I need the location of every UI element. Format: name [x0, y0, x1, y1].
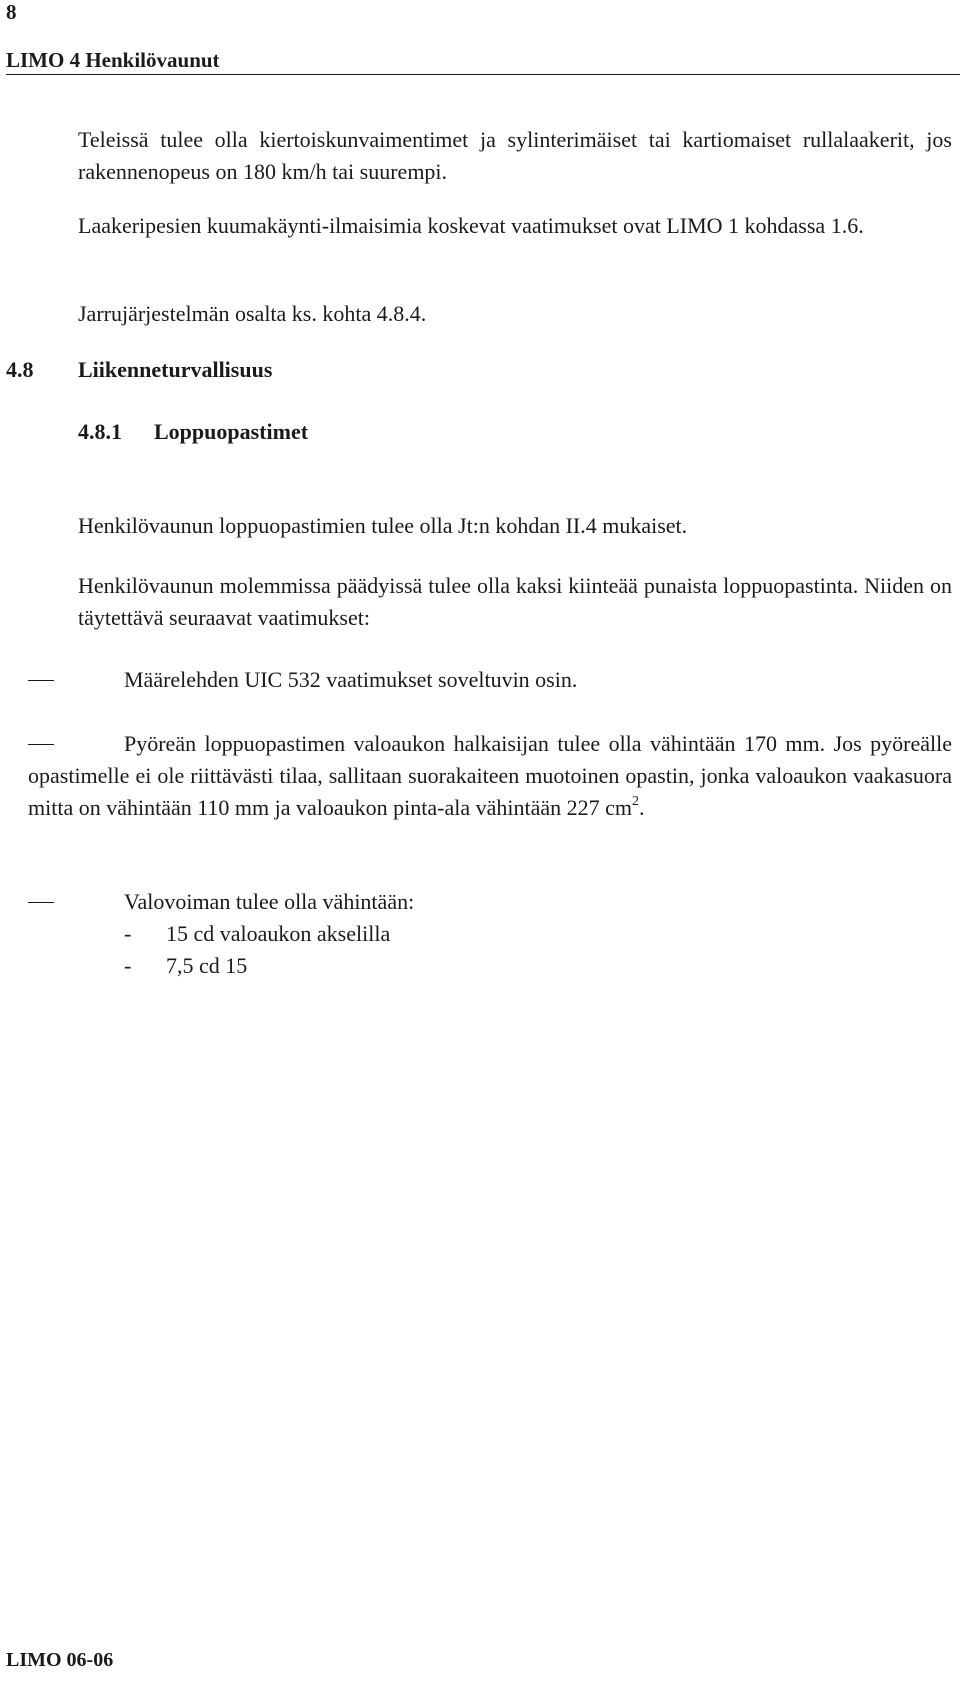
list-item [28, 664, 952, 696]
page-footer: LIMO 06-06 [6, 1649, 114, 1671]
list-item-end: . [639, 795, 645, 820]
sub-list-item [124, 918, 390, 950]
list-item [28, 728, 952, 824]
sub-marker: - [124, 953, 132, 978]
paragraph-brake-reference: Jarrujärjestelmän osalta ks. kohta 4.8.4. [78, 301, 427, 326]
sub-item-text: 7,5 cd 15 [166, 953, 248, 978]
subsection-number: 4.8.1 [78, 419, 122, 444]
list-item-body: Pyöreän loppuopastimen valoaukon halkaisijan tulee olla vähintään 170 mm. Jos pyöreälle opastimelle ei ole riittävästi tilaa, sallitaan suorakaiteen muotoinen opastin, jonka valoaukon vaakasuora mitta on vähintään 110 mm ja valoaukon pinta-ala vähintään 227 cm [28, 731, 952, 820]
list-item [28, 886, 952, 918]
section-heading [6, 354, 272, 386]
sub-item-text: 15 cd valoaukon akselilla [166, 921, 391, 946]
sub-list-item [124, 950, 247, 982]
subsection-title: Loppuopastimet [154, 419, 309, 444]
paragraph-tail-signals: Henkilövaunun loppuopastimien tulee olla Jt:n kohdan II.4 mukaiset. [78, 513, 688, 538]
header-rule [6, 74, 960, 75]
page-number: 8 [6, 0, 17, 24]
paragraph-hotbox-detectors: Laakeripesien kuumakäynti-ilmaisimia koskevat vaatimukset ovat LIMO 1 kohdassa 1.6. [78, 213, 864, 238]
list-item-text [28, 728, 952, 824]
list-item-text: Valovoiman tulee olla vähintään: [124, 889, 415, 914]
paragraph-requirements: Henkilövaunun molemmissa päädyissä tulee olla kaksi kiinteää punaista loppuopastinta. Niiden on täytettävä seuraavat vaatimukset: [78, 573, 952, 630]
subsection-heading [78, 416, 308, 448]
sub-marker: - [124, 921, 132, 946]
section-title: Liikenneturvallisuus [78, 357, 273, 382]
superscript: 2 [632, 793, 640, 809]
section-number: 4.8 [6, 357, 34, 382]
list-item-text: Määrelehden UIC 532 vaatimukset soveltuvin osin. [124, 667, 578, 692]
paragraph-bearings: Teleissä tulee olla kiertoiskunvaimentimet ja sylinterimäiset tai kartiomaiset rullalaakerit, jos rakennenopeus on 180 km/h tai suurempi. [78, 127, 952, 184]
running-header: LIMO 4 Henkilövaunut [6, 48, 220, 72]
